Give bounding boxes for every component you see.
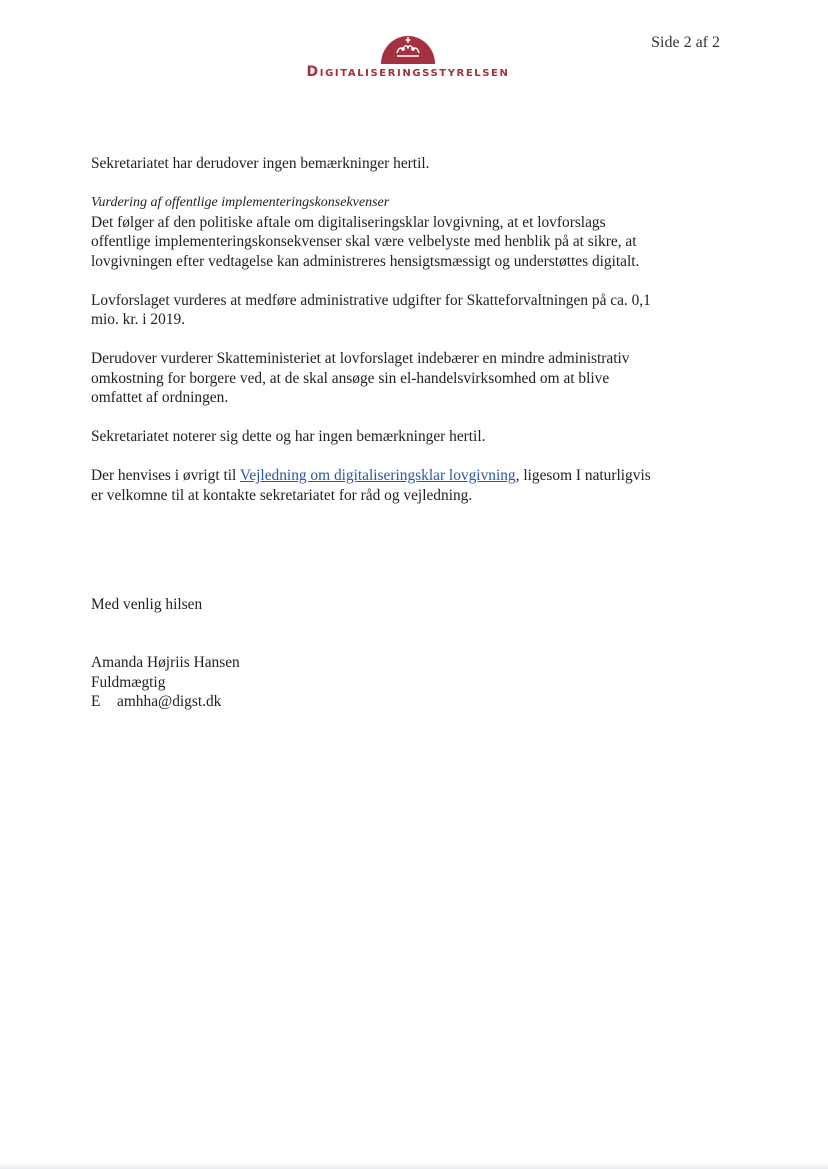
paragraph-text: Der henvises i øvrigt til — [91, 467, 240, 484]
email-label: E — [91, 693, 101, 710]
signature-block — [91, 653, 240, 712]
paragraph-text: Det følger af den politiske aftale om digitaliseringsklar lovgivning, at et lovforslags offentlige implementeringskonsekvenser skal være velbelyste med henblik på at sikre, at lovgivningen efter vedtagelse kan administreres hensigtsmæssigt og understøttes digitalt. — [91, 213, 640, 270]
signer-title: Fuldmægtig — [91, 673, 166, 691]
logo-wordmark: Digitaliseringsstyrelsen — [306, 64, 510, 80]
paragraph-text: , ligesom I naturligvis er velkomne til at kontakte sekretariatet for råd og vejledning. — [91, 467, 651, 504]
paragraph-with-heading — [91, 193, 651, 271]
guidance-link[interactable]: Vejledning om digitaliseringsklar lovgivning — [239, 467, 516, 484]
signer-name: Amanda Højriis Hansen — [91, 654, 240, 671]
paragraph: Sekretariatet noterer sig dette og har ingen bemærkninger hertil. — [91, 428, 486, 445]
closing-greeting: Med venlig hilsen — [91, 596, 203, 613]
scan-edge — [0, 1163, 828, 1169]
letter-body — [91, 154, 651, 525]
agency-logo — [288, 32, 528, 80]
paragraph-with-link — [91, 466, 651, 505]
crown-emblem-icon — [379, 32, 437, 64]
signer-email-row — [91, 692, 240, 712]
paragraph: Derudover vurderer Skatteministeriet at lovforslaget indebærer en mindre administrativ omkostning for borgere ved, at de skal ansøge sin el-handelsvirksomhed om at blive omfattet af ordningen. — [91, 350, 630, 406]
section-heading: Vurdering af offentlige implementeringskonsekvenser — [91, 195, 390, 210]
paragraph: Lovforslaget vurderes at medføre administrative udgifter for Skatteforvaltningen på ca. 0,1 mio. kr. i 2019. — [91, 291, 651, 328]
page-number: Side 2 af 2 — [651, 34, 720, 51]
paragraph: Sekretariatet har derudover ingen bemærkninger hertil. — [91, 155, 430, 172]
signer-email: amhha@digst.dk — [117, 693, 222, 710]
